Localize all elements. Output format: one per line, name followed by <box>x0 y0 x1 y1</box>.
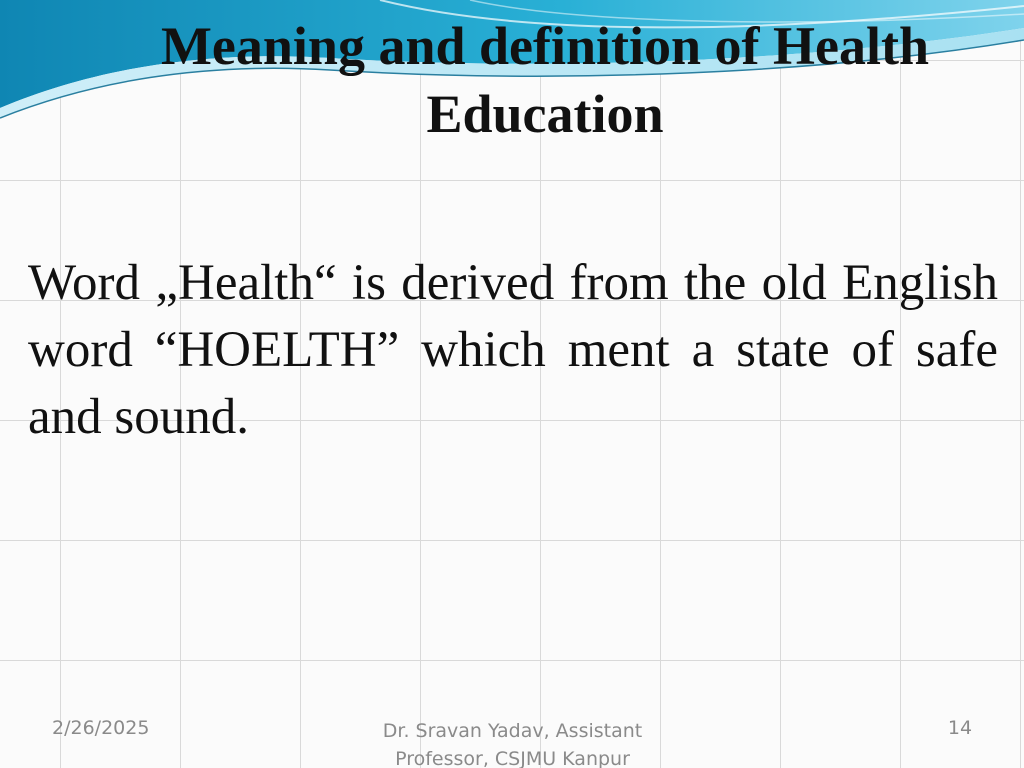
footer-author: Dr. Sravan Yadav, Assistant Professor, CSJMU Kanpur <box>382 720 643 768</box>
footer-page-number: 14 <box>947 717 973 739</box>
slide-body-text: Word „Health“ is derived from the old English word “HOELTH” which ment a state of safe and sound. <box>28 255 998 445</box>
slide-title: Meaning and definition of Health Education <box>160 16 930 144</box>
footer-date: 2/26/2025 <box>52 717 150 739</box>
